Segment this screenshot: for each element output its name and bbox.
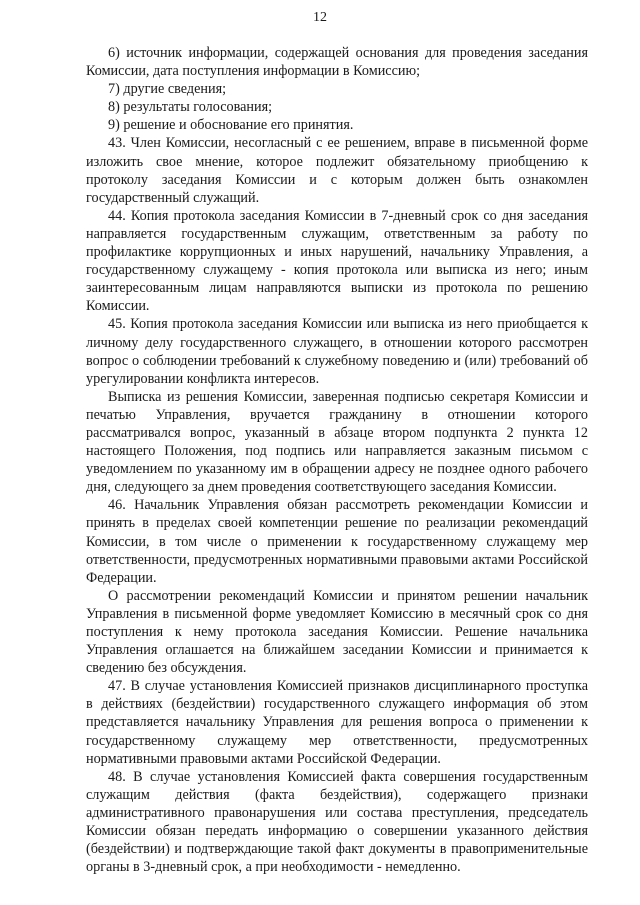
paragraph-43: 43. Член Комиссии, несогласный с ее решением, вправе в письменной форме изложить свое мнение, которое подлежит обязательному приобщению к протоколу заседания Комиссии и с которым должен быть ознакомлен государственный служащий. [86, 135, 588, 206]
paragraph-47: 47. В случае установления Комиссией признаков дисциплинарного проступка в действиях (бездействии) государственного служащего информация об этом представляется начальнику Управления для решения вопроса о применении к государственному служащему мер ответственности, предусмотренных нормативными правовыми актами Российской Федерации. [86, 678, 588, 767]
paragraph-44: 44. Копия протокола заседания Комиссии в 7-дневный срок со дня заседания направляется государственным служащим, ответственным за работу по профилактике коррупционных и иных нарушений, начальнику Управления, а государственному служащему - копия протокола или выписка из него; иным заинтересованным лицам направляются выписки из протокола по решению Комиссии. [86, 207, 588, 315]
paragraph-46: 46. Начальник Управления обязан рассмотреть рекомендации Комиссии и принять в пределах своей компетенции решение по реализации рекомендаций Комиссии, в том числе о применении к государственному служащему мер ответственности, предусмотренных нормативными правовыми актами Российской Федерации. [86, 497, 588, 586]
document-body [86, 44, 588, 876]
list-item-6: 6) источник информации, содержащей основания для проведения заседания Комиссии, дата поступления информации в Комиссию; [86, 45, 588, 80]
paragraph-46-consideration: О рассмотрении рекомендаций Комиссии и принятом решении начальник Управления в письменной форме уведомляет Комиссию в месячный срок со дня поступления к нему протокола заседания Комиссии. Решение начальника Управления оглашается на ближайшем заседании Комиссии и принимается к сведению без обсуждения. [86, 587, 588, 677]
list-item-9: 9) решение и обоснование его принятия. [108, 117, 354, 134]
paragraph-45: 45. Копия протокола заседания Комиссии или выписка из него приобщается к личному делу государственного служащего, в отношении которого рассмотрен вопрос о соблюдении требований к служебному поведению и (или) требований об урегулировании конфликта интересов. [86, 316, 588, 387]
list-item-7: 7) другие сведения; [108, 81, 227, 98]
paragraph-48: 48. В случае установления Комиссией факта совершения государственным служащим действия (факта бездействия), содержащего признаки административного правонарушения или состава преступления, председатель Комиссии обязан передать информацию о совершении указанного действия (бездействии) и подтверждающие такой факт документы в правоприменительные органы в 3-дневный срок, а при необходимости - немедленно. [86, 768, 588, 876]
paragraph-45-extract: Выписка из решения Комиссии, заверенная подписью секретаря Комиссии и печатью Управления, вручается гражданину в отношении которого рассматривался вопрос, указанный в абзаце втором подпункта 2 пункта 12 настоящего Положения, под подпись или направляется заказным письмом с уведомлением по указанному им в обращении адресу не позднее одного рабочего дня, следующего за днем проведения соответствующего заседания Комиссии. [86, 388, 588, 496]
list-item-8: 8) результаты голосования; [108, 99, 273, 116]
page-number: 12 [313, 10, 327, 25]
